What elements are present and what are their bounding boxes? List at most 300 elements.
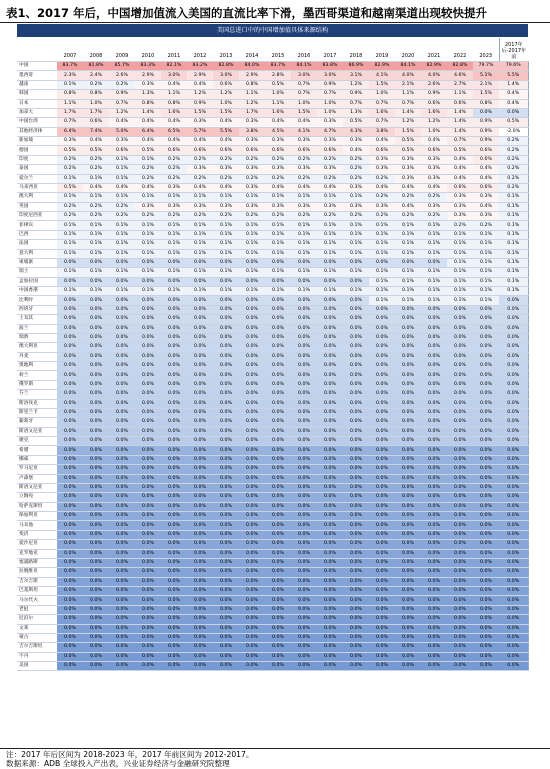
value-cell: 0.1% bbox=[343, 240, 369, 249]
value-cell: 0.0% bbox=[57, 549, 83, 558]
value-cell: 0.0% bbox=[317, 465, 343, 474]
value-cell: 0.0% bbox=[187, 408, 213, 417]
value-cell: 0.0% bbox=[109, 530, 135, 539]
value-cell: 0.0% bbox=[421, 521, 447, 530]
value-cell: 0.2% bbox=[57, 212, 83, 221]
source-structure-table bbox=[17, 38, 528, 671]
value-cell: 0.0% bbox=[499, 558, 528, 567]
value-cell: 0.0% bbox=[447, 596, 473, 605]
value-cell: 83.2% bbox=[187, 62, 213, 71]
value-cell: 0.0% bbox=[265, 577, 291, 586]
value-cell: 0.2% bbox=[317, 174, 343, 183]
economy-name: 比利时 bbox=[17, 296, 57, 305]
table-row bbox=[17, 465, 528, 474]
value-cell: 0.0% bbox=[317, 390, 343, 399]
value-cell: 0.0% bbox=[343, 258, 369, 267]
value-cell: 0.0% bbox=[343, 605, 369, 614]
value-cell: 1.0% bbox=[421, 127, 447, 136]
value-cell: 0.4% bbox=[343, 146, 369, 155]
value-cell: 0.0% bbox=[213, 408, 239, 417]
value-cell: 0.0% bbox=[499, 540, 528, 549]
value-cell: 0.1% bbox=[499, 249, 528, 258]
value-cell: 0.0% bbox=[57, 418, 83, 427]
value-cell: 0.0% bbox=[447, 343, 473, 352]
value-cell: 0.0% bbox=[135, 418, 161, 427]
value-cell: 0.7% bbox=[291, 90, 317, 99]
table-row bbox=[17, 212, 528, 221]
value-cell: 0.1% bbox=[213, 287, 239, 296]
value-cell: 0.1% bbox=[265, 240, 291, 249]
value-cell: 0.0% bbox=[369, 530, 395, 539]
value-cell: 0.0% bbox=[135, 502, 161, 511]
value-cell: 0.4% bbox=[369, 137, 395, 146]
value-cell: 0.0% bbox=[473, 305, 499, 314]
value-cell: 0.1% bbox=[135, 249, 161, 258]
value-cell: 0.1% bbox=[213, 221, 239, 230]
value-cell: 0.0% bbox=[317, 558, 343, 567]
value-cell: 0.1% bbox=[499, 240, 528, 249]
value-cell: 0.1% bbox=[135, 230, 161, 239]
value-cell: 0.0% bbox=[57, 652, 83, 661]
value-cell: 0.1% bbox=[421, 240, 447, 249]
value-cell: 0.0% bbox=[343, 362, 369, 371]
value-cell: 0.0% bbox=[135, 483, 161, 492]
value-cell: 0.0% bbox=[239, 362, 265, 371]
value-cell: 0.0% bbox=[343, 624, 369, 633]
value-cell: 0.0% bbox=[473, 577, 499, 586]
value-cell: 0.0% bbox=[369, 258, 395, 267]
value-cell: 0.0% bbox=[83, 615, 109, 624]
value-cell: 0.0% bbox=[473, 568, 499, 577]
value-cell: 0.1% bbox=[135, 287, 161, 296]
value-cell: 0.2% bbox=[239, 155, 265, 164]
value-cell: 0.0% bbox=[421, 305, 447, 314]
value-cell: 0.0% bbox=[421, 577, 447, 586]
value-cell: 0.0% bbox=[83, 587, 109, 596]
value-cell: 1.7% bbox=[83, 108, 109, 117]
value-cell: 0.0% bbox=[395, 502, 421, 511]
value-cell: 0.0% bbox=[343, 305, 369, 314]
value-cell: 0.0% bbox=[187, 296, 213, 305]
value-cell: 0.0% bbox=[473, 558, 499, 567]
table-row bbox=[17, 249, 528, 258]
value-cell: 0.0% bbox=[343, 521, 369, 530]
value-cell: 0.0% bbox=[395, 427, 421, 436]
value-cell: 2.9% bbox=[135, 71, 161, 80]
value-cell: 0.1% bbox=[499, 221, 528, 230]
value-cell: 0.0% bbox=[317, 371, 343, 380]
value-cell: 0.0% bbox=[265, 662, 291, 671]
value-cell: 0.0% bbox=[317, 512, 343, 521]
value-cell: 0.0% bbox=[473, 493, 499, 502]
value-cell: 0.0% bbox=[213, 568, 239, 577]
value-cell: 0.0% bbox=[447, 437, 473, 446]
value-cell: 0.0% bbox=[239, 380, 265, 389]
value-cell: 0.0% bbox=[395, 465, 421, 474]
value-cell: 2.1% bbox=[395, 80, 421, 89]
value-cell: 0.0% bbox=[265, 315, 291, 324]
value-cell: 0.0% bbox=[265, 258, 291, 267]
value-cell: 0.2% bbox=[213, 212, 239, 221]
value-cell: 0.2% bbox=[395, 212, 421, 221]
value-cell: 0.0% bbox=[57, 512, 83, 521]
value-cell: 0.1% bbox=[135, 193, 161, 202]
value-cell: 0.2% bbox=[421, 212, 447, 221]
value-cell: 0.0% bbox=[161, 502, 187, 511]
value-cell: 0.1% bbox=[499, 258, 528, 267]
value-cell: 0.0% bbox=[291, 521, 317, 530]
header-year: 2009 bbox=[109, 38, 135, 62]
value-cell: 0.5% bbox=[57, 146, 83, 155]
value-cell: 0.0% bbox=[83, 418, 109, 427]
value-cell: 1.4% bbox=[135, 108, 161, 117]
value-cell: 0.0% bbox=[187, 277, 213, 286]
value-cell: 0.0% bbox=[369, 587, 395, 596]
value-cell: 0.7% bbox=[369, 99, 395, 108]
value-cell: 0.0% bbox=[395, 558, 421, 567]
value-cell: 0.1% bbox=[57, 221, 83, 230]
value-cell: 1.1% bbox=[239, 90, 265, 99]
value-cell: 0.0% bbox=[83, 530, 109, 539]
value-cell: 0.2% bbox=[369, 193, 395, 202]
table-row bbox=[17, 587, 528, 596]
value-cell: 1.4% bbox=[447, 108, 473, 117]
value-cell: 0.2% bbox=[83, 212, 109, 221]
value-cell: 0.1% bbox=[161, 221, 187, 230]
value-cell: 0.0% bbox=[239, 568, 265, 577]
value-cell: 0.0% bbox=[473, 540, 499, 549]
value-cell: 0.0% bbox=[291, 568, 317, 577]
value-cell: 0.0% bbox=[473, 446, 499, 455]
value-cell: 0.0% bbox=[135, 324, 161, 333]
value-cell: 0.0% bbox=[109, 568, 135, 577]
value-cell: 0.0% bbox=[317, 343, 343, 352]
value-cell: 0.2% bbox=[161, 212, 187, 221]
value-cell: 0.0% bbox=[135, 596, 161, 605]
value-cell: 0.0% bbox=[473, 633, 499, 642]
value-cell: 0.0% bbox=[473, 530, 499, 539]
value-cell: 0.3% bbox=[187, 202, 213, 211]
value-cell: 0.0% bbox=[447, 643, 473, 652]
value-cell: 1.4% bbox=[447, 127, 473, 136]
value-cell: 1.2% bbox=[109, 108, 135, 117]
value-cell: 0.0% bbox=[57, 437, 83, 446]
value-cell: 0.0% bbox=[369, 362, 395, 371]
value-cell: 0.4% bbox=[473, 202, 499, 211]
value-cell: 0.0% bbox=[161, 258, 187, 267]
value-cell: 0.0% bbox=[473, 624, 499, 633]
value-cell: 0.7% bbox=[395, 99, 421, 108]
value-cell: 0.0% bbox=[499, 371, 528, 380]
value-cell: 0.4% bbox=[317, 183, 343, 192]
value-cell: 0.1% bbox=[369, 249, 395, 258]
value-cell: 0.3% bbox=[369, 202, 395, 211]
value-cell: 0.4% bbox=[213, 137, 239, 146]
value-cell: 0.0% bbox=[57, 558, 83, 567]
table-row bbox=[17, 296, 528, 305]
value-cell: 0.8% bbox=[239, 80, 265, 89]
note-text: 注：2017 年后区间为 2018-2023 年，2017 年前区间为 2012-2017。 bbox=[6, 750, 254, 759]
value-cell: 0.0% bbox=[135, 427, 161, 436]
value-cell: 0.0% bbox=[447, 521, 473, 530]
value-cell: 0.0% bbox=[291, 577, 317, 586]
value-cell: 0.0% bbox=[57, 465, 83, 474]
value-cell: 0.1% bbox=[239, 287, 265, 296]
value-cell: 0.0% bbox=[291, 427, 317, 436]
value-cell: 0.0% bbox=[109, 605, 135, 614]
value-cell: 0.3% bbox=[421, 155, 447, 164]
value-cell: 0.0% bbox=[83, 258, 109, 267]
value-cell: 0.0% bbox=[499, 643, 528, 652]
value-cell: 2.7% bbox=[447, 80, 473, 89]
value-cell: 0.0% bbox=[265, 512, 291, 521]
value-cell: 0.2% bbox=[83, 165, 109, 174]
value-cell: 0.0% bbox=[135, 399, 161, 408]
value-cell: 0.1% bbox=[291, 268, 317, 277]
value-cell: 0.8% bbox=[57, 90, 83, 99]
table-row bbox=[17, 615, 528, 624]
value-cell: 0.2% bbox=[343, 165, 369, 174]
value-cell: 1.0% bbox=[213, 99, 239, 108]
value-cell: 0.0% bbox=[83, 540, 109, 549]
value-cell: 0.4% bbox=[473, 165, 499, 174]
value-cell: 0.0% bbox=[161, 662, 187, 671]
value-cell: 0.0% bbox=[369, 324, 395, 333]
value-cell: 0.0% bbox=[291, 305, 317, 314]
value-cell: 0.3% bbox=[317, 202, 343, 211]
value-cell: 0.1% bbox=[291, 240, 317, 249]
table-row bbox=[17, 662, 528, 671]
value-cell: 0.1% bbox=[473, 296, 499, 305]
economy-name: 瑞典 bbox=[17, 333, 57, 342]
value-cell: 0.0% bbox=[135, 662, 161, 671]
value-cell: 0.0% bbox=[421, 502, 447, 511]
value-cell: 0.1% bbox=[57, 80, 83, 89]
value-cell: 0.1% bbox=[421, 230, 447, 239]
value-cell: 0.0% bbox=[395, 343, 421, 352]
value-cell: 0.0% bbox=[499, 633, 528, 642]
value-cell: 0.0% bbox=[161, 596, 187, 605]
table-row bbox=[17, 380, 528, 389]
value-cell: 0.1% bbox=[109, 165, 135, 174]
value-cell: 0.0% bbox=[395, 577, 421, 586]
value-cell: 0.1% bbox=[317, 268, 343, 277]
economy-name: 保加利亚 bbox=[17, 512, 57, 521]
value-cell: 0.0% bbox=[317, 633, 343, 642]
value-cell: 0.0% bbox=[239, 455, 265, 464]
economy-name: 爱尔兰 bbox=[17, 174, 57, 183]
value-cell: 0.0% bbox=[83, 502, 109, 511]
value-cell: 0.0% bbox=[499, 624, 528, 633]
value-cell: 0.0% bbox=[317, 530, 343, 539]
economy-name: 斯洛伐克 bbox=[17, 399, 57, 408]
value-cell: 0.0% bbox=[421, 343, 447, 352]
value-cell: 0.0% bbox=[57, 324, 83, 333]
value-cell: 0.0% bbox=[317, 258, 343, 267]
value-cell: 0.0% bbox=[213, 521, 239, 530]
value-cell: 0.0% bbox=[499, 390, 528, 399]
value-cell: 0.0% bbox=[239, 512, 265, 521]
value-cell: 0.6% bbox=[265, 146, 291, 155]
value-cell: 0.0% bbox=[135, 577, 161, 586]
value-cell: 0.2% bbox=[83, 202, 109, 211]
value-cell: 0.0% bbox=[317, 652, 343, 661]
value-cell: 0.0% bbox=[473, 333, 499, 342]
table-row bbox=[17, 633, 528, 642]
value-cell: 0.0% bbox=[473, 605, 499, 614]
value-cell: 0.0% bbox=[161, 493, 187, 502]
value-cell: 0.0% bbox=[499, 305, 528, 314]
value-cell: 0.0% bbox=[161, 324, 187, 333]
value-cell: 0.0% bbox=[135, 362, 161, 371]
value-cell: 0.0% bbox=[473, 380, 499, 389]
value-cell: 1.4% bbox=[395, 108, 421, 117]
value-cell: 0.0% bbox=[265, 362, 291, 371]
value-cell: 0.0% bbox=[473, 455, 499, 464]
value-cell: 0.0% bbox=[265, 502, 291, 511]
value-cell: 6.5% bbox=[161, 127, 187, 136]
value-cell: 0.0% bbox=[57, 333, 83, 342]
value-cell: 0.1% bbox=[265, 193, 291, 202]
value-cell: 0.0% bbox=[265, 352, 291, 361]
value-cell: 0.1% bbox=[161, 240, 187, 249]
value-cell: 0.0% bbox=[395, 521, 421, 530]
value-cell: 0.1% bbox=[57, 193, 83, 202]
value-cell: 0.0% bbox=[421, 568, 447, 577]
value-cell: 0.4% bbox=[135, 183, 161, 192]
value-cell: 86.9% bbox=[343, 62, 369, 71]
value-cell: 0.0% bbox=[109, 549, 135, 558]
value-cell: 0.0% bbox=[135, 530, 161, 539]
value-cell: 0.0% bbox=[499, 418, 528, 427]
table-row bbox=[17, 474, 528, 483]
value-cell: 0.0% bbox=[109, 624, 135, 633]
value-cell: 0.0% bbox=[161, 615, 187, 624]
value-cell: 0.0% bbox=[239, 390, 265, 399]
value-cell: 0.0% bbox=[161, 408, 187, 417]
value-cell: 0.0% bbox=[187, 652, 213, 661]
value-cell: 0.0% bbox=[421, 362, 447, 371]
value-cell: 0.0% bbox=[473, 474, 499, 483]
table-row bbox=[17, 230, 528, 239]
value-cell: 4.6% bbox=[447, 71, 473, 80]
table-row bbox=[17, 390, 528, 399]
value-cell: 1.2% bbox=[395, 118, 421, 127]
value-cell: 0.0% bbox=[83, 343, 109, 352]
value-cell: 0.0% bbox=[421, 474, 447, 483]
value-cell: 0.0% bbox=[109, 418, 135, 427]
value-cell: 0.0% bbox=[369, 446, 395, 455]
value-cell: 0.0% bbox=[395, 333, 421, 342]
value-cell: 0.0% bbox=[109, 558, 135, 567]
value-cell: 0.0% bbox=[187, 540, 213, 549]
value-cell: 0.0% bbox=[239, 624, 265, 633]
value-cell: 0.0% bbox=[135, 605, 161, 614]
table-row bbox=[17, 277, 528, 286]
value-cell: 0.3% bbox=[239, 165, 265, 174]
value-cell: 0.0% bbox=[369, 512, 395, 521]
value-cell: 0.0% bbox=[265, 399, 291, 408]
value-cell: 0.0% bbox=[421, 633, 447, 642]
value-cell: 0.0% bbox=[265, 568, 291, 577]
table-row bbox=[17, 258, 528, 267]
value-cell: 82.9% bbox=[421, 62, 447, 71]
value-cell: 1.5% bbox=[187, 108, 213, 117]
value-cell: 0.0% bbox=[187, 502, 213, 511]
value-cell: 0.0% bbox=[135, 333, 161, 342]
value-cell: 0.0% bbox=[343, 296, 369, 305]
value-cell: 0.0% bbox=[239, 427, 265, 436]
economy-name: 斯洛文尼亚 bbox=[17, 483, 57, 492]
value-cell: 0.6% bbox=[213, 80, 239, 89]
header-year: 2012 bbox=[187, 38, 213, 62]
value-cell: 0.0% bbox=[447, 568, 473, 577]
value-cell: 0.0% bbox=[213, 615, 239, 624]
value-cell: 0.0% bbox=[213, 483, 239, 492]
value-cell: 0.0% bbox=[265, 455, 291, 464]
value-cell: 0.0% bbox=[291, 437, 317, 446]
value-cell: 0.4% bbox=[135, 137, 161, 146]
value-cell: 0.1% bbox=[83, 268, 109, 277]
economy-name: 俄罗斯 bbox=[17, 380, 57, 389]
header-year: 2021 bbox=[421, 38, 447, 62]
value-cell: 0.0% bbox=[239, 474, 265, 483]
value-cell: 0.0% bbox=[187, 615, 213, 624]
value-cell: 0.0% bbox=[447, 558, 473, 567]
value-cell: 0.1% bbox=[291, 287, 317, 296]
value-cell: 0.0% bbox=[265, 624, 291, 633]
value-cell: 0.0% bbox=[447, 418, 473, 427]
value-cell: 0.0% bbox=[369, 380, 395, 389]
value-cell: 0.0% bbox=[213, 399, 239, 408]
value-cell: 0.0% bbox=[447, 362, 473, 371]
value-cell: 0.0% bbox=[291, 493, 317, 502]
value-cell: 0.0% bbox=[317, 596, 343, 605]
economy-name: 哈萨克斯坦 bbox=[17, 502, 57, 511]
value-cell: 0.1% bbox=[239, 193, 265, 202]
value-cell: 0.0% bbox=[473, 587, 499, 596]
table-banner: 美国总进口中的中国增加值具体来源结构 bbox=[17, 24, 528, 37]
table-row bbox=[17, 155, 528, 164]
value-cell: 0.0% bbox=[291, 596, 317, 605]
value-cell: 0.0% bbox=[499, 577, 528, 586]
value-cell: 0.3% bbox=[161, 183, 187, 192]
value-cell: 0.0% bbox=[395, 652, 421, 661]
value-cell: 0.0% bbox=[83, 465, 109, 474]
value-cell: 1.6% bbox=[421, 108, 447, 117]
value-cell: 0.4% bbox=[473, 174, 499, 183]
value-cell: 0.1% bbox=[395, 230, 421, 239]
value-cell: 0.0% bbox=[83, 512, 109, 521]
value-cell: 0.4% bbox=[161, 137, 187, 146]
value-cell: 0.0% bbox=[265, 333, 291, 342]
value-cell: 0.0% bbox=[265, 483, 291, 492]
value-cell: 0.2% bbox=[421, 193, 447, 202]
value-cell: 0.0% bbox=[213, 652, 239, 661]
value-cell: 0.3% bbox=[447, 212, 473, 221]
value-cell: 0.0% bbox=[473, 662, 499, 671]
value-cell: 0.0% bbox=[291, 662, 317, 671]
value-cell: 0.2% bbox=[239, 174, 265, 183]
value-cell: 0.0% bbox=[109, 362, 135, 371]
value-cell: 0.3% bbox=[265, 137, 291, 146]
economy-name: 马耳他 bbox=[17, 521, 57, 530]
value-cell: 0.0% bbox=[239, 540, 265, 549]
value-cell: 0.0% bbox=[421, 324, 447, 333]
value-cell: 0.1% bbox=[239, 268, 265, 277]
value-cell: 0.0% bbox=[265, 277, 291, 286]
value-cell: 0.0% bbox=[213, 352, 239, 361]
